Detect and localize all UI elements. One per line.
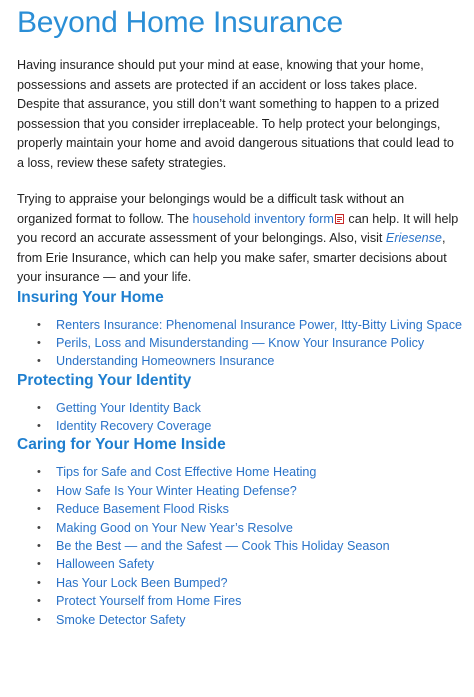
list-item: • Identity Recovery Coverage bbox=[37, 419, 212, 434]
inventory-paragraph bbox=[17, 190, 462, 288]
eriesense-link[interactable]: Eriesense bbox=[385, 231, 442, 245]
insuring-your-home-list bbox=[17, 316, 462, 371]
article-link[interactable]: Getting Your Identity Back bbox=[56, 400, 201, 415]
inventory-text-before: Trying to appraise your belongings would be a difficult task without an organized format to follow. The bbox=[17, 192, 405, 226]
article-link[interactable]: Identity Recovery Coverage bbox=[56, 419, 212, 434]
pdf-icon[interactable] bbox=[335, 214, 344, 224]
household-inventory-form-link[interactable]: household inventory form bbox=[192, 211, 334, 226]
list-item: • Perils, Loss and Misunderstanding — Know Your Insurance Policy bbox=[37, 335, 425, 350]
section-heading-caring-for-your-home-inside: Caring for Your Home Inside bbox=[17, 436, 226, 454]
page-title: Beyond Home Insurance bbox=[17, 6, 343, 39]
article-link[interactable]: Be the Best — and the Safest — Cook This Holiday Season bbox=[56, 539, 390, 554]
list-item: • Protect Yourself from Home Fires bbox=[37, 594, 242, 609]
article-link[interactable]: Understanding Homeowners Insurance bbox=[56, 354, 275, 369]
list-item: • Has Your Lock Been Bumped? bbox=[37, 575, 228, 590]
section-heading-insuring-your-home: Insuring Your Home bbox=[17, 288, 164, 306]
list-item: • Halloween Safety bbox=[37, 557, 155, 572]
article-link[interactable]: How Safe Is Your Winter Heating Defense? bbox=[56, 483, 297, 498]
article-link[interactable]: Perils, Loss and Misunderstanding — Know Your Insurance Policy bbox=[56, 335, 425, 350]
list-item: • Getting Your Identity Back bbox=[37, 400, 201, 415]
article-link[interactable]: Making Good on Your New Year’s Resolve bbox=[56, 520, 293, 535]
list-item: • Renters Insurance: Phenomenal Insurance Power, Itty-Bitty Living Space bbox=[37, 317, 463, 332]
protecting-your-identity-list bbox=[17, 399, 462, 436]
list-item: • Be the Best — and the Safest — Cook This Holiday Season bbox=[37, 539, 390, 554]
article-link[interactable]: Has Your Lock Been Bumped? bbox=[56, 575, 228, 590]
list-item: • Reduce Basement Flood Risks bbox=[37, 502, 229, 517]
inventory-text-middle: can help. It will help you record an accurate assessment of your belongings. Also, visit bbox=[17, 211, 459, 245]
list-item: • Tips for Safe and Cost Effective Home Heating bbox=[37, 465, 317, 480]
section-heading-protecting-your-identity: Protecting Your Identity bbox=[17, 371, 192, 389]
article-link[interactable]: Tips for Safe and Cost Effective Home Heating bbox=[56, 465, 317, 480]
article-link[interactable]: Smoke Detector Safety bbox=[56, 612, 186, 627]
list-item: • Making Good on Your New Year’s Resolve bbox=[37, 520, 293, 535]
article-link[interactable]: Reduce Basement Flood Risks bbox=[56, 502, 229, 517]
list-item: • How Safe Is Your Winter Heating Defense? bbox=[37, 483, 297, 498]
intro-paragraph: Having insurance should put your mind at ease, knowing that your home, possessions and assets are protected if an accident or loss takes place. Despite that assurance, you still don’t want something to happen to a prized possession that you consider irreplaceable. To help protect your belongings, properly maintain your home and avoid dangerous situations that could lead to a loss, review these safety strategies. bbox=[17, 58, 454, 170]
caring-for-your-home-inside-list bbox=[17, 463, 462, 629]
article-link[interactable]: Renters Insurance: Phenomenal Insurance Power, Itty-Bitty Living Space bbox=[56, 317, 463, 332]
list-item: • Understanding Homeowners Insurance bbox=[37, 354, 275, 369]
inventory-text-after: , from Erie Insurance, which can help you make safer, smarter decisions about your insurance — and your life. bbox=[17, 231, 447, 284]
list-item: • Smoke Detector Safety bbox=[37, 612, 186, 627]
article-link[interactable]: Halloween Safety bbox=[56, 557, 155, 572]
article-link[interactable]: Protect Yourself from Home Fires bbox=[56, 594, 242, 609]
